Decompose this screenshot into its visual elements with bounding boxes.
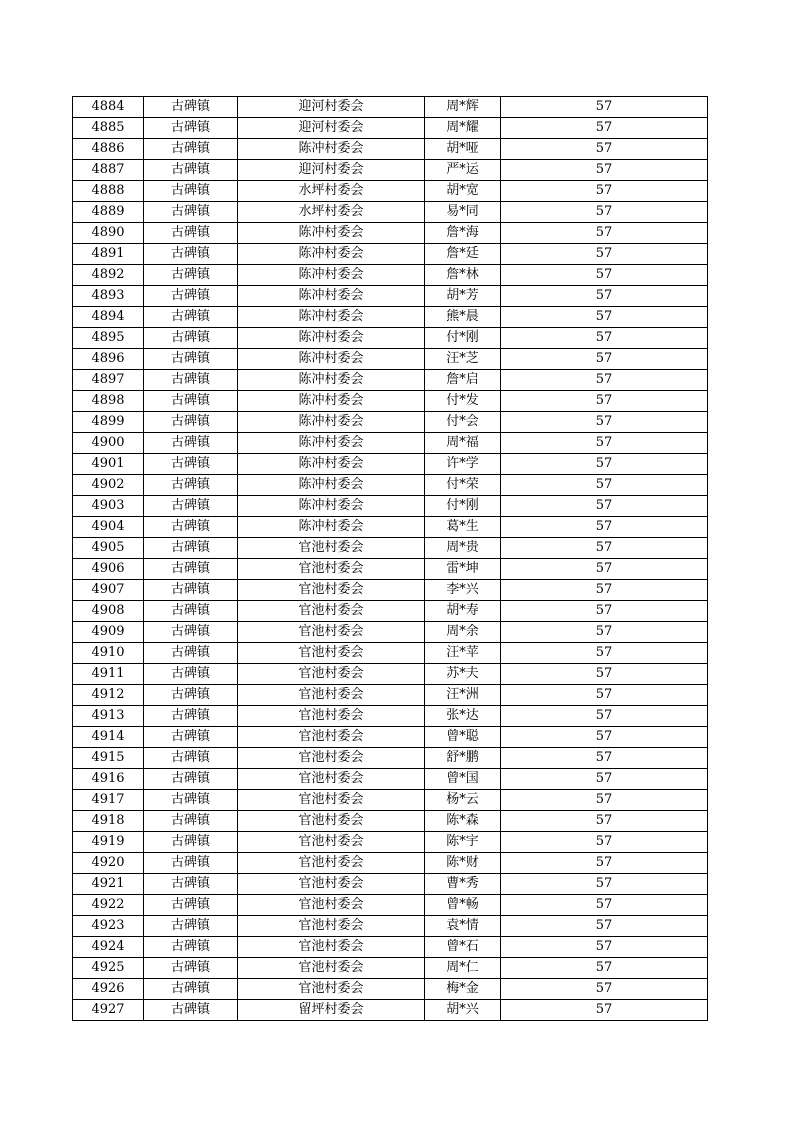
table-row (73, 916, 708, 937)
table-row (73, 790, 708, 811)
row-number-cell: 4892 (73, 265, 144, 286)
table-row (73, 181, 708, 202)
table-row (73, 706, 708, 727)
village-cell: 官池村委会 (238, 769, 425, 790)
table-row (73, 853, 708, 874)
table-row (73, 328, 708, 349)
name-cell: 易*同 (425, 202, 501, 223)
row-number-cell: 4910 (73, 643, 144, 664)
name-cell: 詹*林 (425, 265, 501, 286)
amount-cell: 57 (501, 454, 708, 475)
village-cell: 官池村委会 (238, 601, 425, 622)
town-cell: 古碑镇 (144, 118, 238, 139)
table-row (73, 832, 708, 853)
name-cell: 舒*鹏 (425, 748, 501, 769)
town-cell: 古碑镇 (144, 202, 238, 223)
village-cell: 水坪村委会 (238, 181, 425, 202)
row-number-cell: 4915 (73, 748, 144, 769)
name-cell: 胡*寿 (425, 601, 501, 622)
name-cell: 詹*启 (425, 370, 501, 391)
town-cell: 古碑镇 (144, 265, 238, 286)
village-cell: 官池村委会 (238, 937, 425, 958)
amount-cell: 57 (501, 412, 708, 433)
village-cell: 官池村委会 (238, 559, 425, 580)
village-cell: 官池村委会 (238, 832, 425, 853)
row-number-cell: 4890 (73, 223, 144, 244)
row-number-cell: 4906 (73, 559, 144, 580)
town-cell: 古碑镇 (144, 853, 238, 874)
amount-cell: 57 (501, 979, 708, 1000)
amount-cell: 57 (501, 643, 708, 664)
village-cell: 官池村委会 (238, 916, 425, 937)
row-number-cell: 4904 (73, 517, 144, 538)
row-number-cell: 4919 (73, 832, 144, 853)
amount-cell: 57 (501, 118, 708, 139)
town-cell: 古碑镇 (144, 790, 238, 811)
village-cell: 陈冲村委会 (238, 370, 425, 391)
row-number-cell: 4917 (73, 790, 144, 811)
village-cell: 陈冲村委会 (238, 412, 425, 433)
amount-cell: 57 (501, 244, 708, 265)
amount-cell: 57 (501, 958, 708, 979)
amount-cell: 57 (501, 937, 708, 958)
table-row (73, 202, 708, 223)
name-cell: 胡*兴 (425, 1000, 501, 1021)
roster-table-body (73, 97, 708, 1021)
amount-cell: 57 (501, 727, 708, 748)
table-row (73, 685, 708, 706)
village-cell: 官池村委会 (238, 685, 425, 706)
row-number-cell: 4914 (73, 727, 144, 748)
row-number-cell: 4924 (73, 937, 144, 958)
amount-cell: 57 (501, 622, 708, 643)
table-row (73, 748, 708, 769)
amount-cell: 57 (501, 391, 708, 412)
row-number-cell: 4920 (73, 853, 144, 874)
town-cell: 古碑镇 (144, 538, 238, 559)
town-cell: 古碑镇 (144, 958, 238, 979)
village-cell: 官池村委会 (238, 979, 425, 1000)
table-row (73, 1000, 708, 1021)
name-cell: 付*刚 (425, 328, 501, 349)
amount-cell: 57 (501, 811, 708, 832)
row-number-cell: 4895 (73, 328, 144, 349)
town-cell: 古碑镇 (144, 580, 238, 601)
amount-cell: 57 (501, 874, 708, 895)
row-number-cell: 4908 (73, 601, 144, 622)
table-row (73, 97, 708, 118)
row-number-cell: 4887 (73, 160, 144, 181)
village-cell: 陈冲村委会 (238, 139, 425, 160)
row-number-cell: 4888 (73, 181, 144, 202)
village-cell: 陈冲村委会 (238, 328, 425, 349)
name-cell: 严*运 (425, 160, 501, 181)
row-number-cell: 4903 (73, 496, 144, 517)
name-cell: 葛*生 (425, 517, 501, 538)
town-cell: 古碑镇 (144, 328, 238, 349)
village-cell: 官池村委会 (238, 895, 425, 916)
name-cell: 雷*坤 (425, 559, 501, 580)
table-row (73, 118, 708, 139)
village-cell: 迎河村委会 (238, 118, 425, 139)
row-number-cell: 4909 (73, 622, 144, 643)
table-row (73, 454, 708, 475)
table-row (73, 433, 708, 454)
village-cell: 陈冲村委会 (238, 349, 425, 370)
table-row (73, 769, 708, 790)
amount-cell: 57 (501, 139, 708, 160)
amount-cell: 57 (501, 748, 708, 769)
amount-cell: 57 (501, 685, 708, 706)
name-cell: 苏*夫 (425, 664, 501, 685)
name-cell: 付*荣 (425, 475, 501, 496)
name-cell: 许*学 (425, 454, 501, 475)
row-number-cell: 4899 (73, 412, 144, 433)
village-cell: 陈冲村委会 (238, 433, 425, 454)
village-cell: 官池村委会 (238, 622, 425, 643)
village-cell: 迎河村委会 (238, 97, 425, 118)
table-row (73, 664, 708, 685)
row-number-cell: 4902 (73, 475, 144, 496)
amount-cell: 57 (501, 433, 708, 454)
town-cell: 古碑镇 (144, 370, 238, 391)
town-cell: 古碑镇 (144, 601, 238, 622)
table-row (73, 979, 708, 1000)
town-cell: 古碑镇 (144, 769, 238, 790)
row-number-cell: 4891 (73, 244, 144, 265)
table-row (73, 244, 708, 265)
town-cell: 古碑镇 (144, 412, 238, 433)
name-cell: 李*兴 (425, 580, 501, 601)
amount-cell: 57 (501, 475, 708, 496)
name-cell: 詹*廷 (425, 244, 501, 265)
town-cell: 古碑镇 (144, 916, 238, 937)
village-cell: 陈冲村委会 (238, 286, 425, 307)
name-cell: 周*辉 (425, 97, 501, 118)
name-cell: 袁*情 (425, 916, 501, 937)
table-row (73, 265, 708, 286)
name-cell: 周*仁 (425, 958, 501, 979)
village-cell: 官池村委会 (238, 874, 425, 895)
village-cell: 官池村委会 (238, 538, 425, 559)
row-number-cell: 4886 (73, 139, 144, 160)
village-cell: 迎河村委会 (238, 160, 425, 181)
table-row (73, 475, 708, 496)
row-number-cell: 4898 (73, 391, 144, 412)
name-cell: 周*余 (425, 622, 501, 643)
village-cell: 陈冲村委会 (238, 307, 425, 328)
name-cell: 汪*苹 (425, 643, 501, 664)
village-cell: 陈冲村委会 (238, 244, 425, 265)
village-cell: 官池村委会 (238, 664, 425, 685)
name-cell: 杨*云 (425, 790, 501, 811)
row-number-cell: 4918 (73, 811, 144, 832)
village-cell: 陈冲村委会 (238, 454, 425, 475)
name-cell: 陈*森 (425, 811, 501, 832)
amount-cell: 57 (501, 895, 708, 916)
row-number-cell: 4901 (73, 454, 144, 475)
name-cell: 曾*国 (425, 769, 501, 790)
amount-cell: 57 (501, 202, 708, 223)
table-row (73, 559, 708, 580)
town-cell: 古碑镇 (144, 748, 238, 769)
table-row (73, 412, 708, 433)
table-row (73, 958, 708, 979)
town-cell: 古碑镇 (144, 832, 238, 853)
table-row (73, 517, 708, 538)
town-cell: 古碑镇 (144, 223, 238, 244)
row-number-cell: 4921 (73, 874, 144, 895)
row-number-cell: 4907 (73, 580, 144, 601)
amount-cell: 57 (501, 580, 708, 601)
name-cell: 曾*石 (425, 937, 501, 958)
village-cell: 水坪村委会 (238, 202, 425, 223)
amount-cell: 57 (501, 538, 708, 559)
name-cell: 梅*金 (425, 979, 501, 1000)
town-cell: 古碑镇 (144, 391, 238, 412)
row-number-cell: 4905 (73, 538, 144, 559)
town-cell: 古碑镇 (144, 559, 238, 580)
village-cell: 官池村委会 (238, 811, 425, 832)
table-row (73, 223, 708, 244)
amount-cell: 57 (501, 265, 708, 286)
name-cell: 陈*宇 (425, 832, 501, 853)
roster-table (72, 96, 708, 1021)
row-number-cell: 4889 (73, 202, 144, 223)
town-cell: 古碑镇 (144, 664, 238, 685)
name-cell: 汪*芝 (425, 349, 501, 370)
row-number-cell: 4926 (73, 979, 144, 1000)
amount-cell: 57 (501, 601, 708, 622)
village-cell: 留坪村委会 (238, 1000, 425, 1021)
town-cell: 古碑镇 (144, 811, 238, 832)
row-number-cell: 4913 (73, 706, 144, 727)
row-number-cell: 4925 (73, 958, 144, 979)
amount-cell: 57 (501, 853, 708, 874)
row-number-cell: 4912 (73, 685, 144, 706)
row-number-cell: 4885 (73, 118, 144, 139)
name-cell: 曾*聪 (425, 727, 501, 748)
table-row (73, 622, 708, 643)
amount-cell: 57 (501, 832, 708, 853)
table-row (73, 286, 708, 307)
name-cell: 曹*秀 (425, 874, 501, 895)
row-number-cell: 4923 (73, 916, 144, 937)
town-cell: 古碑镇 (144, 874, 238, 895)
town-cell: 古碑镇 (144, 979, 238, 1000)
village-cell: 陈冲村委会 (238, 496, 425, 517)
row-number-cell: 4896 (73, 349, 144, 370)
town-cell: 古碑镇 (144, 160, 238, 181)
name-cell: 胡*宽 (425, 181, 501, 202)
town-cell: 古碑镇 (144, 97, 238, 118)
name-cell: 胡*哑 (425, 139, 501, 160)
town-cell: 古碑镇 (144, 706, 238, 727)
town-cell: 古碑镇 (144, 475, 238, 496)
amount-cell: 57 (501, 328, 708, 349)
town-cell: 古碑镇 (144, 139, 238, 160)
amount-cell: 57 (501, 181, 708, 202)
row-number-cell: 4884 (73, 97, 144, 118)
name-cell: 熊*晨 (425, 307, 501, 328)
amount-cell: 57 (501, 1000, 708, 1021)
town-cell: 古碑镇 (144, 643, 238, 664)
amount-cell: 57 (501, 664, 708, 685)
amount-cell: 57 (501, 916, 708, 937)
name-cell: 曾*畅 (425, 895, 501, 916)
amount-cell: 57 (501, 286, 708, 307)
village-cell: 官池村委会 (238, 853, 425, 874)
town-cell: 古碑镇 (144, 286, 238, 307)
row-number-cell: 4911 (73, 664, 144, 685)
table-row (73, 811, 708, 832)
town-cell: 古碑镇 (144, 307, 238, 328)
table-row (73, 643, 708, 664)
name-cell: 周*贵 (425, 538, 501, 559)
name-cell: 胡*芳 (425, 286, 501, 307)
amount-cell: 57 (501, 307, 708, 328)
village-cell: 陈冲村委会 (238, 391, 425, 412)
town-cell: 古碑镇 (144, 517, 238, 538)
town-cell: 古碑镇 (144, 727, 238, 748)
table-row (73, 874, 708, 895)
village-cell: 陈冲村委会 (238, 475, 425, 496)
row-number-cell: 4900 (73, 433, 144, 454)
row-number-cell: 4894 (73, 307, 144, 328)
village-cell: 陈冲村委会 (238, 265, 425, 286)
town-cell: 古碑镇 (144, 1000, 238, 1021)
table-row (73, 601, 708, 622)
amount-cell: 57 (501, 496, 708, 517)
table-row (73, 307, 708, 328)
village-cell: 官池村委会 (238, 643, 425, 664)
amount-cell: 57 (501, 97, 708, 118)
table-row (73, 496, 708, 517)
name-cell: 周*耀 (425, 118, 501, 139)
name-cell: 付*刚 (425, 496, 501, 517)
village-cell: 陈冲村委会 (238, 517, 425, 538)
amount-cell: 57 (501, 223, 708, 244)
village-cell: 陈冲村委会 (238, 223, 425, 244)
name-cell: 付*发 (425, 391, 501, 412)
village-cell: 官池村委会 (238, 706, 425, 727)
amount-cell: 57 (501, 790, 708, 811)
amount-cell: 57 (501, 769, 708, 790)
town-cell: 古碑镇 (144, 433, 238, 454)
table-row (73, 160, 708, 181)
town-cell: 古碑镇 (144, 454, 238, 475)
name-cell: 陈*财 (425, 853, 501, 874)
amount-cell: 57 (501, 160, 708, 181)
town-cell: 古碑镇 (144, 895, 238, 916)
name-cell: 周*福 (425, 433, 501, 454)
table-row (73, 370, 708, 391)
row-number-cell: 4897 (73, 370, 144, 391)
amount-cell: 57 (501, 349, 708, 370)
amount-cell: 57 (501, 559, 708, 580)
village-cell: 官池村委会 (238, 748, 425, 769)
name-cell: 汪*洲 (425, 685, 501, 706)
name-cell: 付*会 (425, 412, 501, 433)
table-row (73, 538, 708, 559)
town-cell: 古碑镇 (144, 181, 238, 202)
name-cell: 詹*海 (425, 223, 501, 244)
table-row (73, 727, 708, 748)
table-row (73, 391, 708, 412)
row-number-cell: 4922 (73, 895, 144, 916)
village-cell: 官池村委会 (238, 580, 425, 601)
town-cell: 古碑镇 (144, 349, 238, 370)
town-cell: 古碑镇 (144, 937, 238, 958)
row-number-cell: 4927 (73, 1000, 144, 1021)
town-cell: 古碑镇 (144, 244, 238, 265)
village-cell: 官池村委会 (238, 790, 425, 811)
name-cell: 张*达 (425, 706, 501, 727)
town-cell: 古碑镇 (144, 496, 238, 517)
amount-cell: 57 (501, 706, 708, 727)
amount-cell: 57 (501, 517, 708, 538)
amount-cell: 57 (501, 370, 708, 391)
village-cell: 官池村委会 (238, 958, 425, 979)
row-number-cell: 4916 (73, 769, 144, 790)
table-row (73, 580, 708, 601)
table-row (73, 895, 708, 916)
row-number-cell: 4893 (73, 286, 144, 307)
table-row (73, 139, 708, 160)
village-cell: 官池村委会 (238, 727, 425, 748)
table-row (73, 349, 708, 370)
town-cell: 古碑镇 (144, 685, 238, 706)
table-row (73, 937, 708, 958)
town-cell: 古碑镇 (144, 622, 238, 643)
